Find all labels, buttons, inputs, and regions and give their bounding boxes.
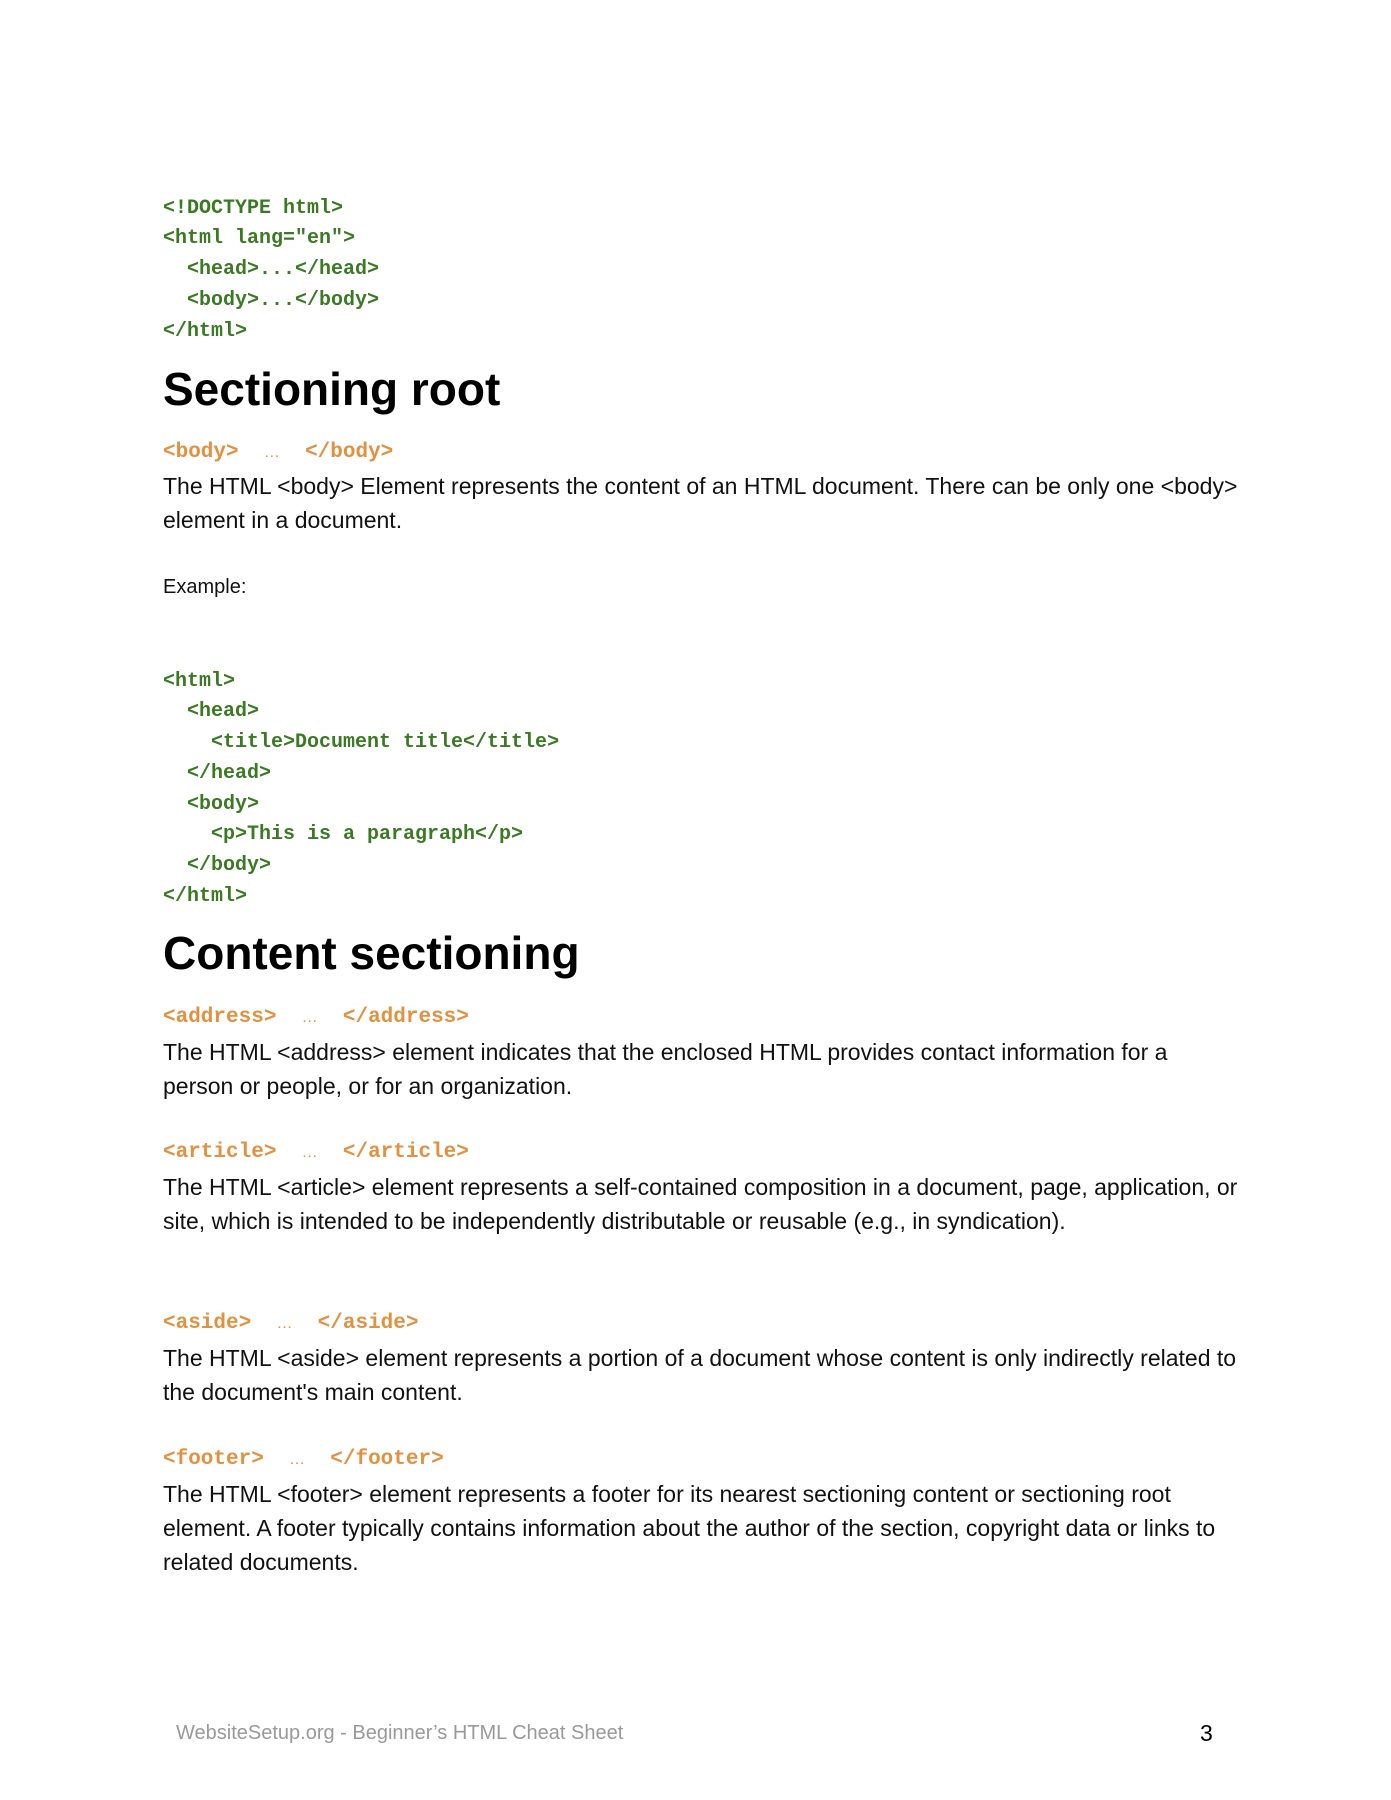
- example-label: Example:: [163, 576, 247, 598]
- ellipsis: …: [301, 1009, 318, 1026]
- code-line: <head>: [163, 700, 260, 724]
- code-line: </body>: [163, 853, 272, 877]
- tag-close: </article>: [342, 1141, 469, 1164]
- tag-title: [163, 1309, 418, 1339]
- code-line: <html>: [163, 669, 236, 693]
- ellipsis: …: [276, 1315, 293, 1332]
- section-heading: Content sectioning: [163, 927, 580, 979]
- tag-close: </address>: [342, 1006, 469, 1029]
- tag-description: The HTML <body> Element represents the content of an HTML document. There can be only one <body> element in a document.: [163, 473, 1238, 533]
- tag-close: </footer>: [330, 1448, 444, 1471]
- code-line: <title>Document title</title>: [163, 731, 560, 755]
- page-footer: WebsiteSetup.org - Beginner’s HTML Cheat Sheet: [176, 1722, 624, 1744]
- tag-close: </body>: [305, 441, 394, 464]
- code-line: </html>: [163, 319, 248, 343]
- ellipsis: …: [263, 444, 280, 461]
- tag-title: [163, 1445, 444, 1475]
- ellipsis: …: [301, 1144, 318, 1161]
- ellipsis: …: [289, 1451, 306, 1468]
- tag-close: </aside>: [317, 1312, 419, 1335]
- code-line: <body>: [163, 792, 260, 816]
- tag-open: <aside>: [163, 1312, 252, 1335]
- code-line: <body>...</body>: [163, 288, 380, 312]
- tag-title: [163, 438, 393, 468]
- tag-title: [163, 1138, 469, 1168]
- section-heading: Sectioning root: [163, 363, 501, 415]
- tag-open: <address>: [163, 1006, 277, 1029]
- code-block-doctype: [163, 163, 379, 347]
- tag-open: <article>: [163, 1141, 277, 1164]
- tag-description: The HTML <footer> element represents a footer for its nearest sectioning content or sectioning root element. A footer typically contains information about the author of the section, copyright data or links to related documents.: [163, 1481, 1216, 1575]
- tag-description: The HTML <aside> element represents a portion of a document whose content is only indirectly related to the document's main content.: [163, 1345, 1237, 1405]
- code-line: <p>This is a paragraph</p>: [163, 823, 524, 847]
- tag-open: <footer>: [163, 1448, 264, 1471]
- tag-open: <body>: [163, 441, 239, 464]
- example-code-block: [163, 636, 559, 912]
- code-line: <!DOCTYPE html>: [163, 196, 344, 220]
- tag-title: [163, 1003, 469, 1033]
- code-line: </html>: [163, 884, 248, 908]
- code-line: </head>: [163, 761, 272, 785]
- tag-description: The HTML <address> element indicates that the enclosed HTML provides contact information for a person or people, or for an organization.: [163, 1039, 1168, 1099]
- page-number: 3: [1200, 1720, 1213, 1746]
- code-line: <html lang="en">: [163, 227, 356, 251]
- tag-description: The HTML <article> element represents a self-contained composition in a document, page, application, or site, which is intended to be independently distributable or reusable (e.g., in syndication).: [163, 1174, 1238, 1234]
- code-line: <head>...</head>: [163, 258, 380, 282]
